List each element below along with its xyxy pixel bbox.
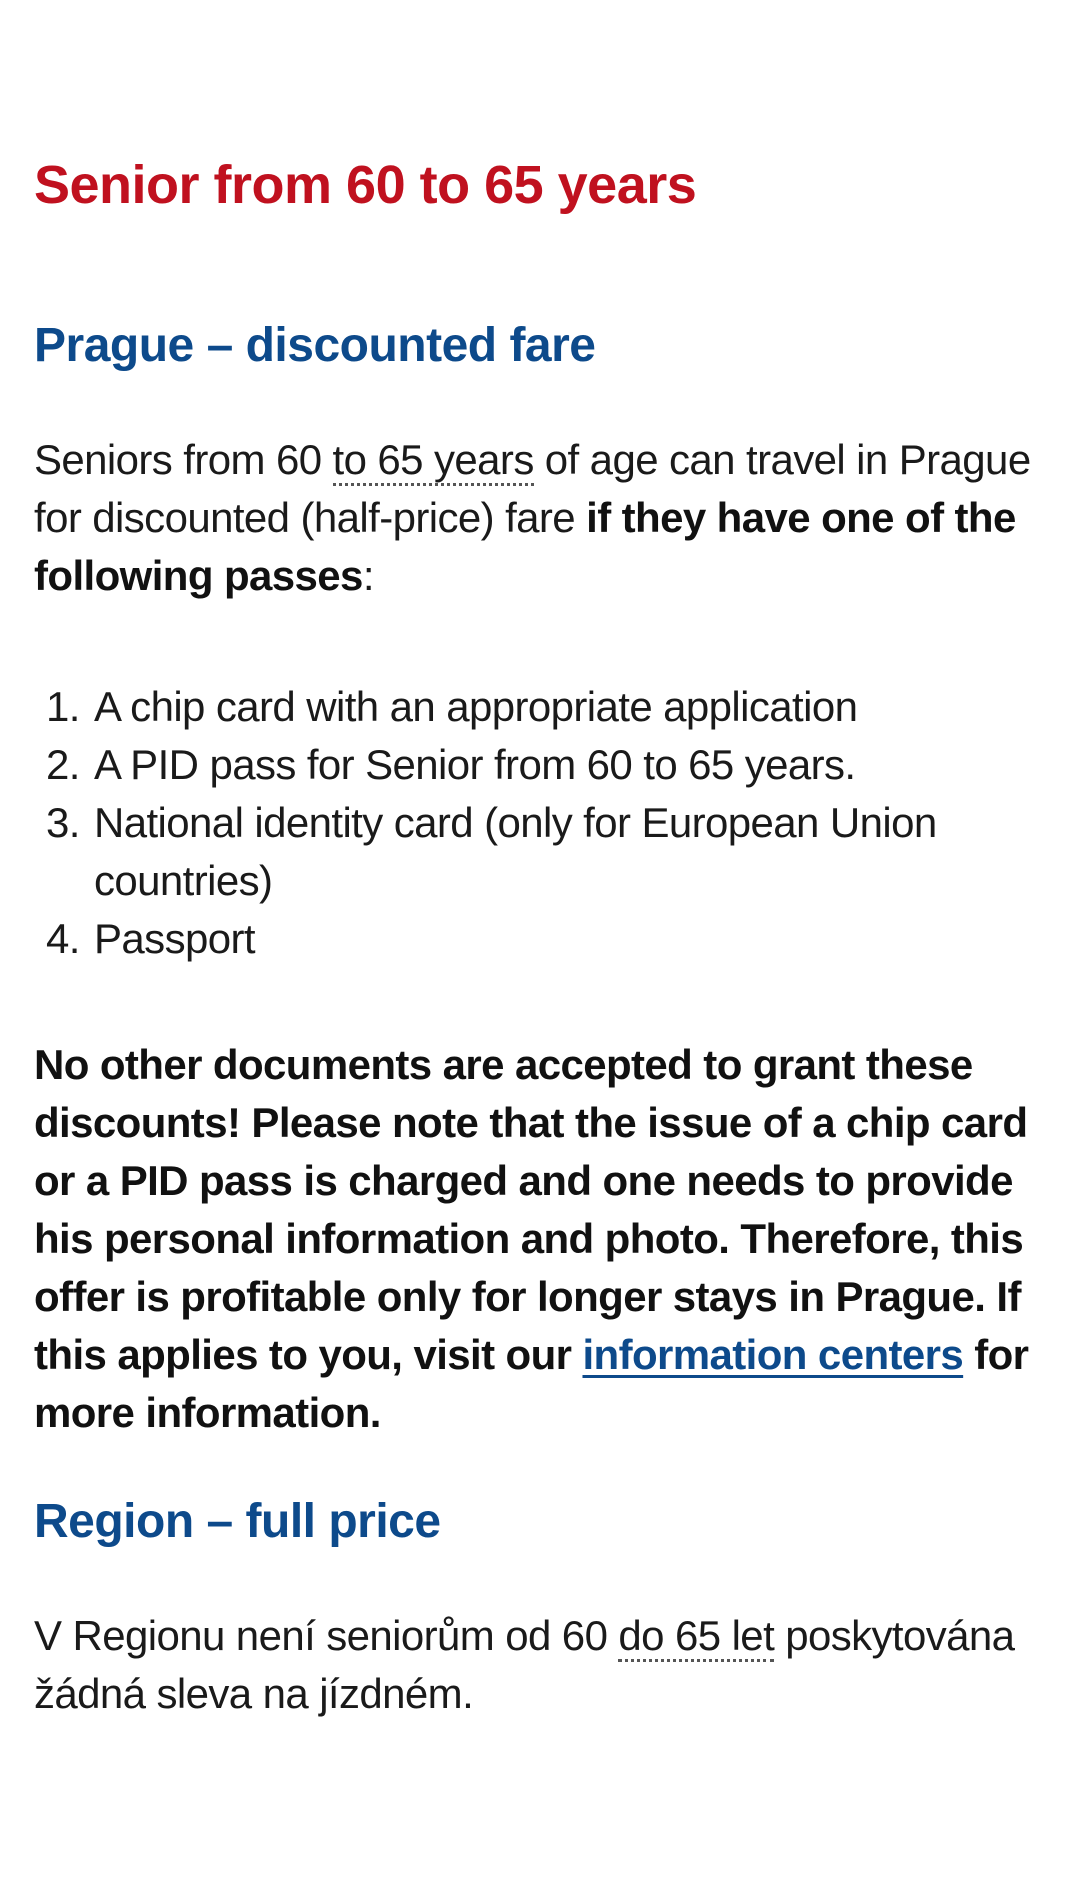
intro-colon: : xyxy=(362,552,374,599)
list-item-text: A chip card with an appropriate application xyxy=(94,683,858,730)
list-item-number: 4. xyxy=(46,915,80,962)
age-range-abbr[interactable]: to 65 years xyxy=(333,436,534,486)
prague-heading: Prague – discounted fare xyxy=(34,319,596,372)
region-text-1: V Regionu není seniorům od 60 xyxy=(34,1612,619,1659)
list-item xyxy=(34,736,1044,794)
intro-bold: if they have one of the following passes xyxy=(34,494,1016,599)
list-item-text: A PID pass for Senior from 60 to 65 years. xyxy=(94,741,856,788)
list-item xyxy=(34,678,1044,736)
notice-text-end: for more information. xyxy=(34,1331,1029,1436)
intro-text-1: Seniors from 60 xyxy=(34,436,333,483)
region-text-2: poskytována žádná sleva na jízdném. xyxy=(34,1612,1015,1717)
documents-notice xyxy=(34,1036,1044,1442)
accepted-passes-list xyxy=(34,678,1044,968)
list-item xyxy=(34,794,1044,910)
list-item-text: National identity card (only for European Union countries) xyxy=(94,799,937,904)
notice-text: No other documents are accepted to grant these discounts! Please note that the issue of a chip card or a PID pass is charged and one needs to provide his personal information and photo. Therefore, this offer is profitable only for longer stays in Prague. If this applies to you, visit our xyxy=(34,1041,1028,1378)
information-centers-link[interactable]: information centers xyxy=(582,1331,964,1378)
prague-intro xyxy=(34,431,1044,605)
region-age-abbr[interactable]: do 65 let xyxy=(618,1612,774,1662)
list-item-number: 1. xyxy=(46,683,80,730)
intro-text-2: of age can travel in Prague for discounted (half-price) fare xyxy=(34,436,1031,541)
region-text xyxy=(34,1607,1044,1723)
list-item-number: 3. xyxy=(46,799,80,846)
list-item-text: Passport xyxy=(94,915,255,962)
page-title: Senior from 60 to 65 years xyxy=(34,155,697,215)
list-item xyxy=(34,910,1044,968)
region-heading: Region – full price xyxy=(34,1495,441,1548)
list-item-number: 2. xyxy=(46,741,80,788)
